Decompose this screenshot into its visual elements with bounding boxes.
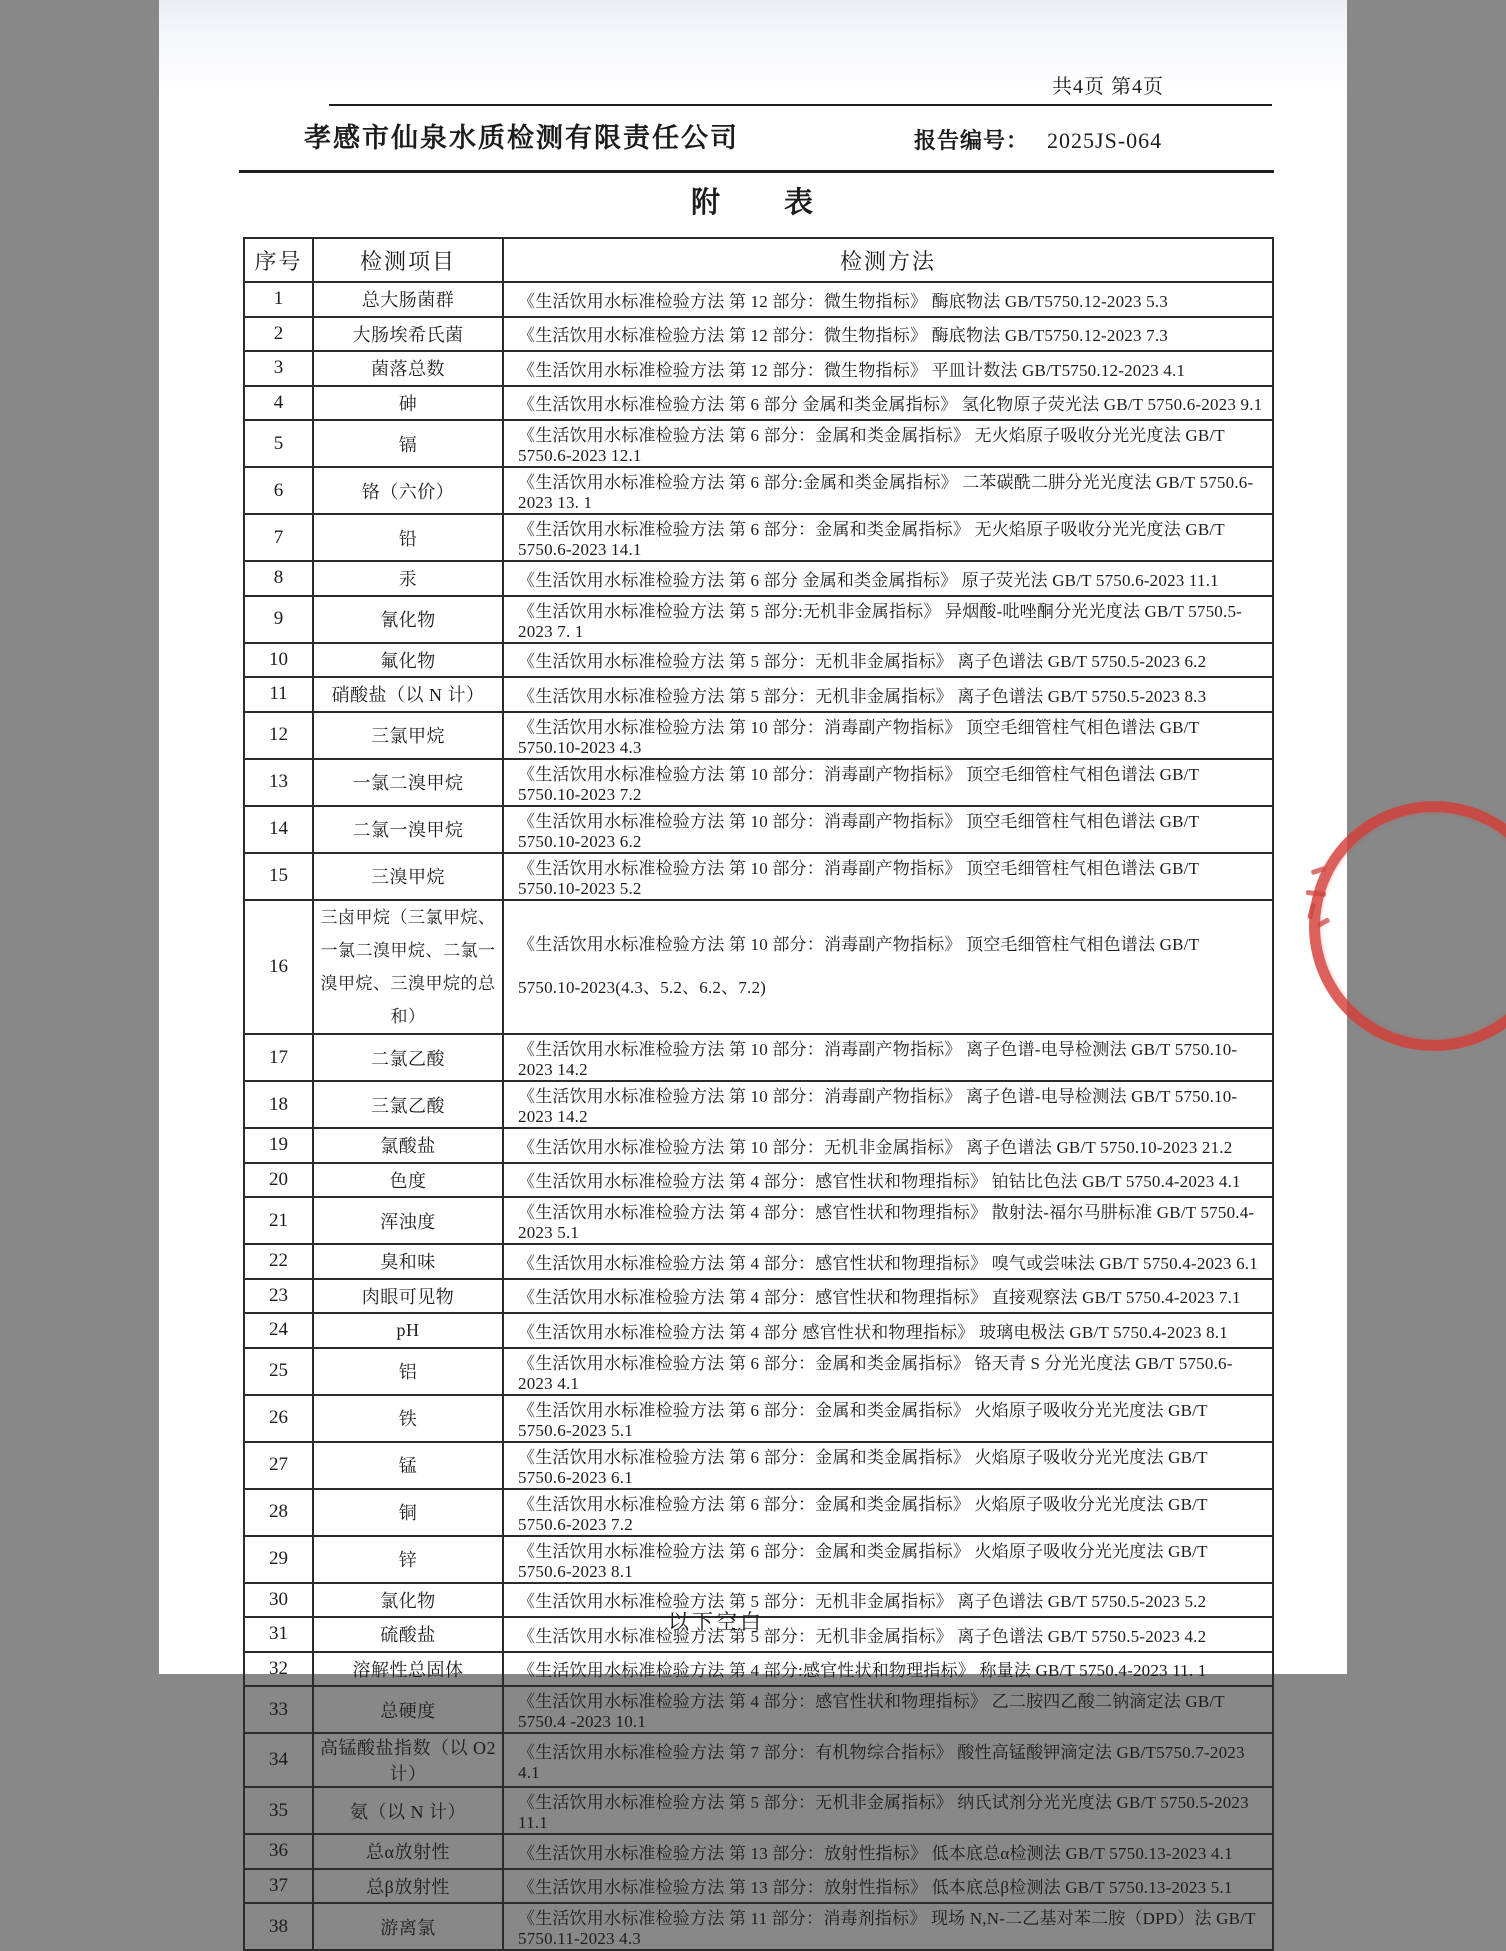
table-row	[244, 282, 1273, 317]
table-row	[244, 759, 1273, 806]
table-row	[244, 1489, 1273, 1536]
cell-item: 总大肠菌群	[313, 282, 503, 317]
cell-item: 铜	[313, 1489, 503, 1536]
table-row	[244, 1034, 1273, 1081]
table-row	[244, 1652, 1273, 1687]
cell-item: 一氯二溴甲烷	[313, 759, 503, 806]
cell-item: 臭和味	[313, 1244, 503, 1279]
cell-no: 13	[244, 759, 313, 806]
report-number-label: 报告编号：	[914, 128, 1030, 153]
red-seal-stamp-arc	[1309, 801, 1506, 1051]
cell-item: 游离氯	[313, 1903, 503, 1950]
cell-no: 35	[244, 1787, 313, 1834]
cell-no: 29	[244, 1536, 313, 1583]
table-row	[244, 1834, 1273, 1869]
cell-no: 23	[244, 1279, 313, 1314]
cell-method: 《生活饮用水标准检验方法 第 4 部分：感官性状和物理指标》 直接观察法 GB/T 5750.4-2023 7.1	[503, 1279, 1273, 1314]
cell-item: 锌	[313, 1536, 503, 1583]
header-cell-item: 检测项目	[313, 238, 503, 282]
cell-item: 铅	[313, 514, 503, 561]
cell-item: 色度	[313, 1163, 503, 1198]
header-cell-method: 检测方法	[503, 238, 1273, 282]
cell-item: 总β放射性	[313, 1869, 503, 1904]
table-row	[244, 596, 1273, 643]
cell-no: 4	[244, 386, 313, 421]
cell-no: 11	[244, 677, 313, 712]
cell-method: 《生活饮用水标准检验方法 第 12 部分：微生物指标》 平皿计数法 GB/T5750.12-2023 4.1	[503, 351, 1273, 386]
cell-method: 《生活饮用水标准检验方法 第 5 部分：无机非金属指标》 离子色谱法 GB/T 5750.5-2023 5.2	[503, 1583, 1273, 1618]
cell-item: 铝	[313, 1348, 503, 1395]
table-header-row	[244, 238, 1273, 282]
cell-item: 三氯甲烷	[313, 712, 503, 759]
cell-method: 《生活饮用水标准检验方法 第 6 部分：金属和类金属指标》 无火焰原子吸收分光光度法 GB/T 5750.6-2023 12.1	[503, 420, 1273, 467]
red-seal-mark	[1306, 890, 1326, 897]
cell-no: 3	[244, 351, 313, 386]
cell-no: 15	[244, 853, 313, 900]
table-row	[244, 1081, 1273, 1128]
cell-no: 14	[244, 806, 313, 853]
table-row	[244, 1787, 1273, 1834]
cell-no: 2	[244, 317, 313, 352]
cell-no: 18	[244, 1081, 313, 1128]
cell-item: 硝酸盐（以 N 计）	[313, 677, 503, 712]
cell-no: 6	[244, 467, 313, 514]
cell-no: 7	[244, 514, 313, 561]
table-row	[244, 1348, 1273, 1395]
report-number	[914, 124, 1162, 155]
table-row	[244, 467, 1273, 514]
table-row	[244, 1163, 1273, 1198]
cell-method: 《生活饮用水标准检验方法 第 6 部分:金属和类金属指标》 二苯碳酰二肼分光光度法 GB/T 5750.6-2023 13. 1	[503, 467, 1273, 514]
cell-no: 10	[244, 643, 313, 678]
cell-method: 《生活饮用水标准检验方法 第 5 部分：无机非金属指标》 纳氏试剂分光光度法 GB/T 5750.5-2023 11.1	[503, 1787, 1273, 1834]
table-row	[244, 1128, 1273, 1163]
cell-method: 《生活饮用水标准检验方法 第 5 部分：无机非金属指标》 离子色谱法 GB/T 5750.5-2023 8.3	[503, 677, 1273, 712]
cell-method: 《生活饮用水标准检验方法 第 10 部分：消毒副产物指标》 离子色谱-电导检测法 GB/T 5750.10-2023 14.2	[503, 1081, 1273, 1128]
cell-item: 硫酸盐	[313, 1617, 503, 1652]
cell-no: 25	[244, 1348, 313, 1395]
cell-method: 《生活饮用水标准检验方法 第 4 部分：感官性状和物理指标》 乙二胺四乙酸二钠滴定法 GB/T 5750.4 -2023 10.1	[503, 1686, 1273, 1733]
cell-no: 37	[244, 1869, 313, 1904]
cell-item: 浑浊度	[313, 1197, 503, 1244]
cell-item: 氟化物	[313, 643, 503, 678]
cell-item: 三氯乙酸	[313, 1081, 503, 1128]
cell-item: 大肠埃希氏菌	[313, 317, 503, 352]
cell-method: 《生活饮用水标准检验方法 第 4 部分：感官性状和物理指标》 嗅气或尝味法 GB/T 5750.4-2023 6.1	[503, 1244, 1273, 1279]
document-page	[159, 0, 1347, 1949]
table-row	[244, 1395, 1273, 1442]
cell-method: 《生活饮用水标准检验方法 第 5 部分:无机非金属指标》 异烟酸-吡唑酮分光光度法 GB/T 5750.5-2023 7. 1	[503, 596, 1273, 643]
table-row	[244, 1903, 1273, 1950]
cell-item: 氰化物	[313, 596, 503, 643]
table-row	[244, 900, 1273, 1035]
cell-no: 1	[244, 282, 313, 317]
cell-method: 《生活饮用水标准检验方法 第 5 部分：无机非金属指标》 离子色谱法 GB/T 5750.5-2023 4.2	[503, 1617, 1273, 1652]
cell-item: 三卤甲烷（三氯甲烷、一氯二溴甲烷、二氯一溴甲烷、三溴甲烷的总和）	[313, 900, 503, 1035]
cell-method: 《生活饮用水标准检验方法 第 4 部分：感官性状和物理指标》 铂钴比色法 GB/T 5750.4-2023 4.1	[503, 1163, 1273, 1198]
cell-no: 19	[244, 1128, 313, 1163]
cell-no: 28	[244, 1489, 313, 1536]
cell-item: 溶解性总固体	[313, 1652, 503, 1687]
cell-method: 《生活饮用水标准检验方法 第 4 部分：感官性状和物理指标》 散射法-福尔马肼标准 GB/T 5750.4-2023 5.1	[503, 1197, 1273, 1244]
cell-item: 锰	[313, 1442, 503, 1489]
cell-method: 《生活饮用水标准检验方法 第 5 部分：无机非金属指标》 离子色谱法 GB/T 5750.5-2023 6.2	[503, 643, 1273, 678]
table-row	[244, 1244, 1273, 1279]
cell-method: 《生活饮用水标准检验方法 第 6 部分：金属和类金属指标》 火焰原子吸收分光光度法 GB/T 5750.6-2023 5.1	[503, 1395, 1273, 1442]
header-cell-no: 序号	[244, 238, 313, 282]
cell-method: 《生活饮用水标准检验方法 第 6 部分：金属和类金属指标》 火焰原子吸收分光光度法 GB/T 5750.6-2023 6.1	[503, 1442, 1273, 1489]
cell-method: 《生活饮用水标准检验方法 第 10 部分：消毒副产物指标》 离子色谱-电导检测法 GB/T 5750.10-2023 14.2	[503, 1034, 1273, 1081]
cell-no: 32	[244, 1652, 313, 1687]
cell-item: 肉眼可见物	[313, 1279, 503, 1314]
cell-item: pH	[313, 1313, 503, 1348]
cell-method: 《生活饮用水标准检验方法 第 4 部分 感官性状和物理指标》 玻璃电极法 GB/T 5750.4-2023 8.1	[503, 1313, 1273, 1348]
table-row	[244, 1279, 1273, 1314]
table-row	[244, 1442, 1273, 1489]
cell-item: 氨（以 N 计）	[313, 1787, 503, 1834]
table-row	[244, 420, 1273, 467]
cell-method: 《生活饮用水标准检验方法 第 10 部分：消毒副产物指标》 顶空毛细管柱气相色谱法 GB/T 5750.10-2023 6.2	[503, 806, 1273, 853]
cell-no: 31	[244, 1617, 313, 1652]
cell-no: 26	[244, 1395, 313, 1442]
table-row	[244, 853, 1273, 900]
table-row	[244, 643, 1273, 678]
cell-no: 5	[244, 420, 313, 467]
cell-no: 30	[244, 1583, 313, 1618]
cell-no: 27	[244, 1442, 313, 1489]
methods-table-wrap	[243, 237, 1272, 1951]
table-row	[244, 351, 1273, 386]
cell-item: 铬（六价）	[313, 467, 503, 514]
cell-item: 氯化物	[313, 1583, 503, 1618]
cell-item: 三溴甲烷	[313, 853, 503, 900]
table-row	[244, 514, 1273, 561]
header-divider-bottom	[239, 170, 1274, 173]
table-row	[244, 561, 1273, 596]
table-row	[244, 1536, 1273, 1583]
cell-item: 铁	[313, 1395, 503, 1442]
header-divider-top	[329, 104, 1272, 106]
cell-no: 38	[244, 1903, 313, 1950]
cell-item: 氯酸盐	[313, 1128, 503, 1163]
cell-method: 《生活饮用水标准检验方法 第 10 部分：消毒副产物指标》 顶空毛细管柱气相色谱法 GB/T 5750.10-2023(4.3、5.2、6.2、7.2)	[503, 900, 1273, 1035]
cell-no: 33	[244, 1686, 313, 1733]
methods-table	[243, 237, 1274, 1951]
table-row	[244, 806, 1273, 853]
cell-method: 《生活饮用水标准检验方法 第 6 部分：金属和类金属指标》 无火焰原子吸收分光光度法 GB/T 5750.6-2023 14.1	[503, 514, 1273, 561]
cell-no: 9	[244, 596, 313, 643]
cell-method: 《生活饮用水标准检验方法 第 11 部分：消毒剂指标》 现场 N,N-二乙基对苯二胺（DPD）法 GB/T 5750.11-2023 4.3	[503, 1903, 1273, 1950]
cell-item: 高锰酸盐指数（以 O2 计）	[313, 1733, 503, 1787]
table-row	[244, 1869, 1273, 1904]
table-row	[244, 677, 1273, 712]
table-row	[244, 1686, 1273, 1733]
cell-method: 《生活饮用水标准检验方法 第 12 部分：微生物指标》 酶底物法 GB/T5750.12-2023 5.3	[503, 282, 1273, 317]
cell-method: 《生活饮用水标准检验方法 第 6 部分 金属和类金属指标》 氢化物原子荧光法 GB/T 5750.6-2023 9.1	[503, 386, 1273, 421]
cell-method: 《生活饮用水标准检验方法 第 6 部分：金属和类金属指标》 火焰原子吸收分光光度法 GB/T 5750.6-2023 7.2	[503, 1489, 1273, 1536]
table-row	[244, 386, 1273, 421]
page-title: 附 表	[690, 187, 815, 219]
cell-no: 34	[244, 1733, 313, 1787]
cell-method: 《生活饮用水标准检验方法 第 6 部分 金属和类金属指标》 原子荧光法 GB/T 5750.6-2023 11.1	[503, 561, 1273, 596]
cell-no: 12	[244, 712, 313, 759]
page-number: 共4页 第4页	[1052, 76, 1164, 98]
cell-no: 16	[244, 900, 313, 1035]
cell-no: 36	[244, 1834, 313, 1869]
cell-method: 《生活饮用水标准检验方法 第 13 部分：放射性指标》 低本底总α检测法 GB/T 5750.13-2023 4.1	[503, 1834, 1273, 1869]
cell-method: 《生活饮用水标准检验方法 第 10 部分：消毒副产物指标》 顶空毛细管柱气相色谱法 GB/T 5750.10-2023 5.2	[503, 853, 1273, 900]
cell-item: 总α放射性	[313, 1834, 503, 1869]
cell-item: 二氯乙酸	[313, 1034, 503, 1081]
table-row	[244, 1313, 1273, 1348]
cell-item: 汞	[313, 561, 503, 596]
cell-method: 《生活饮用水标准检验方法 第 13 部分：放射性指标》 低本底总β检测法 GB/T 5750.13-2023 5.1	[503, 1869, 1273, 1904]
table-body	[244, 282, 1273, 1950]
cell-item: 镉	[313, 420, 503, 467]
cell-method: 《生活饮用水标准检验方法 第 10 部分：消毒副产物指标》 顶空毛细管柱气相色谱法 GB/T 5750.10-2023 4.3	[503, 712, 1273, 759]
cell-no: 22	[244, 1244, 313, 1279]
cell-item: 砷	[313, 386, 503, 421]
cell-no: 21	[244, 1197, 313, 1244]
footer-note: 以下空白	[668, 1610, 764, 1634]
cell-no: 17	[244, 1034, 313, 1081]
table-row	[244, 317, 1273, 352]
table-row	[244, 712, 1273, 759]
cell-method: 《生活饮用水标准检验方法 第 12 部分：微生物指标》 酶底物法 GB/T5750.12-2023 7.3	[503, 317, 1273, 352]
cell-method: 《生活饮用水标准检验方法 第 7 部分：有机物综合指标》 酸性高锰酸钾滴定法 GB/T5750.7-2023 4.1	[503, 1733, 1273, 1787]
report-number-value: 2025JS-064	[1047, 128, 1163, 153]
cell-method: 《生活饮用水标准检验方法 第 6 部分：金属和类金属指标》 铬天青 S 分光光度法 GB/T 5750.6-2023 4.1	[503, 1348, 1273, 1395]
table-row	[244, 1733, 1273, 1787]
cell-method: 《生活饮用水标准检验方法 第 10 部分：消毒副产物指标》 顶空毛细管柱气相色谱法 GB/T 5750.10-2023 7.2	[503, 759, 1273, 806]
cell-item: 菌落总数	[313, 351, 503, 386]
company-name: 孝感市仙泉水质检测有限责任公司	[304, 123, 739, 153]
cell-method: 《生活饮用水标准检验方法 第 6 部分：金属和类金属指标》 火焰原子吸收分光光度法 GB/T 5750.6-2023 8.1	[503, 1536, 1273, 1583]
cell-method: 《生活饮用水标准检验方法 第 10 部分：无机非金属指标》 离子色谱法 GB/T 5750.10-2023 21.2	[503, 1128, 1273, 1163]
cell-no: 20	[244, 1163, 313, 1198]
cell-no: 24	[244, 1313, 313, 1348]
table-row	[244, 1197, 1273, 1244]
cell-item: 总硬度	[313, 1686, 503, 1733]
cell-method: 《生活饮用水标准检验方法 第 4 部分:感官性状和物理指标》 称量法 GB/T 5750.4-2023 11. 1	[503, 1652, 1273, 1687]
cell-item: 二氯一溴甲烷	[313, 806, 503, 853]
cell-no: 8	[244, 561, 313, 596]
